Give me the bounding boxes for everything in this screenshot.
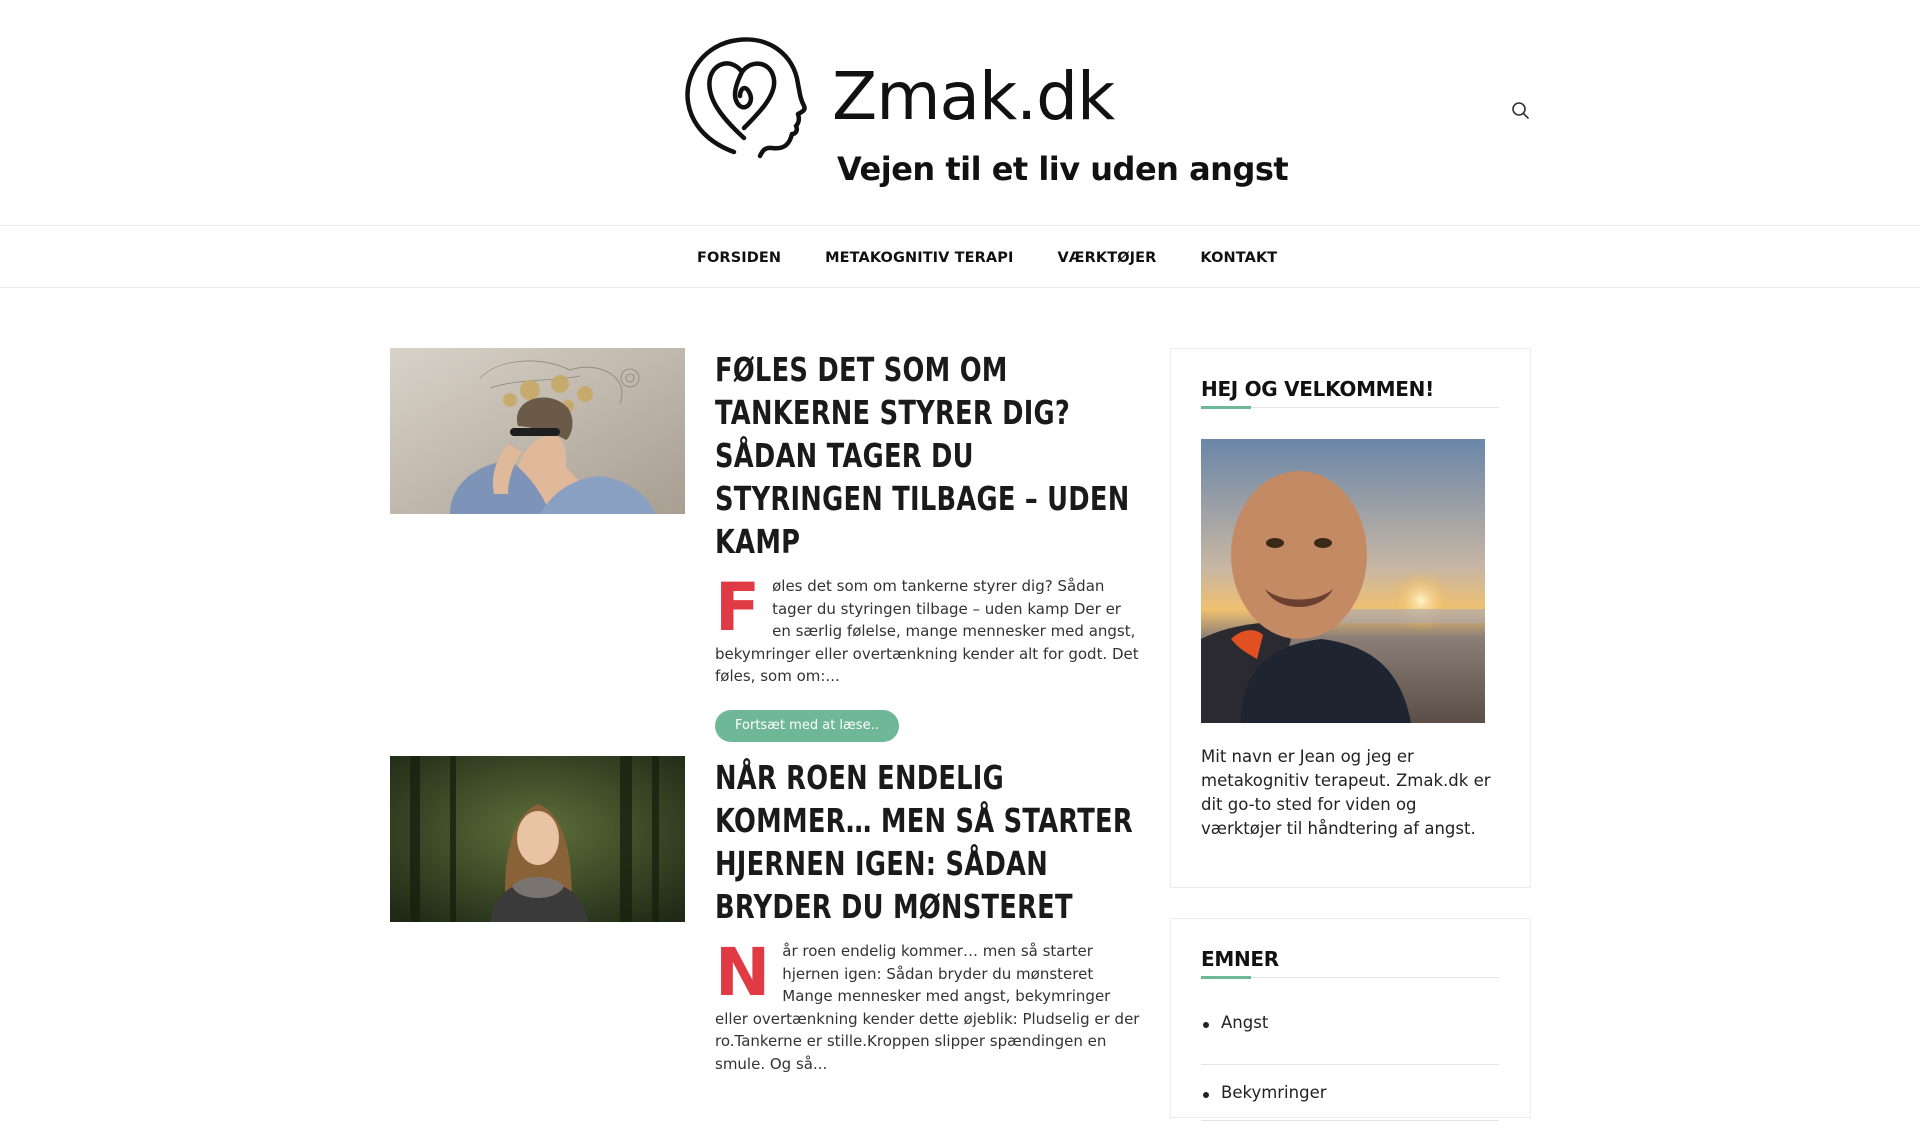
read-more-button[interactable]: Fortsæt med at læse.. [715, 710, 899, 742]
dropcap: F [715, 569, 761, 646]
post-excerpt-text: øles det som om tankerne styrer dig? Sådan tager du styringen tilbage – uden kamp Der er en særlig følelse, mange mennesker med angst, bekymringer eller overtænkning kender alt for godt. Det føles, som om:... [715, 577, 1139, 685]
nav-item-kontakt[interactable]: KONTAKT [1200, 249, 1278, 266]
post-thumbnail[interactable] [390, 756, 685, 922]
widget-title: HEJ OG VELKOMMEN! [1201, 377, 1499, 408]
post-thumbnail[interactable] [390, 348, 685, 514]
dropcap: N [715, 934, 771, 1011]
main-nav [0, 227, 1920, 288]
post-title[interactable]: NÅR ROEN ENDELIG KOMMER… MEN SÅ STARTER HJERNEN IGEN: SÅDAN BRYDER DU MØNSTERET [715, 758, 1133, 926]
head-heart-logo-icon [682, 34, 808, 160]
topic-item-bekymringer[interactable]: Bekymringer [1201, 1065, 1499, 1121]
post-excerpt [715, 934, 1140, 1075]
site-name: Zmak.dk [832, 58, 1115, 135]
nav-item-vaerktoejer[interactable]: VÆRKTØJER [1057, 249, 1157, 266]
welcome-text: Mit navn er Jean og jeg er metakognitiv terapeut. Zmak.dk er dit go-to sted for viden og værktøjer til håndtering af angst. [1201, 747, 1491, 838]
nav-item-forsiden[interactable]: FORSIDEN [697, 249, 782, 266]
woman-forest-image [390, 756, 685, 922]
topic-list [1201, 1009, 1499, 1121]
widget-title: EMNER [1201, 947, 1499, 978]
post-excerpt [715, 569, 1140, 688]
welcome-widget [1170, 348, 1531, 888]
nav-list [697, 227, 1321, 288]
post-body [715, 756, 1140, 1075]
search-icon [1510, 100, 1532, 122]
author-photo [1201, 439, 1485, 723]
post-title[interactable]: FØLES DET SOM OM TANKERNE STYRER DIG? SÅDAN TAGER DU STYRINGEN TILBAGE – UDEN KAMP [715, 350, 1130, 561]
post-excerpt-text: år roen endelig kommer… men så starter hjernen igen: Sådan bryder du mønsteret Mange mennesker med angst, bekymringer eller overtænkning kender dette øjeblik: Pludselig er der ro.Tankerne er stille.Kroppen slipper spændingen en smule. Og så... [715, 942, 1140, 1073]
site-header [0, 0, 1920, 226]
thinking-man-image [390, 348, 685, 514]
post-body [715, 348, 1140, 742]
search-button[interactable] [1510, 100, 1534, 124]
site-logo[interactable] [682, 34, 1289, 194]
topic-item-angst[interactable]: Angst [1201, 1009, 1499, 1065]
topics-widget [1170, 918, 1531, 1118]
site-tagline: Vejen til et liv uden angst [837, 150, 1289, 188]
avatar [1201, 439, 1485, 723]
nav-item-metakognitiv-terapi[interactable]: METAKOGNITIV TERAPI [825, 249, 1014, 266]
